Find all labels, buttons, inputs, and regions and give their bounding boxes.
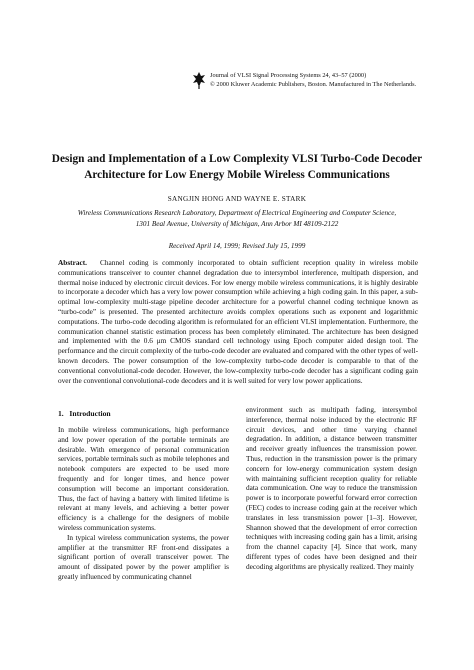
left-paragraph-1: In mobile wireless communications, high performance and low power operation of the portable terminals are desirable. With emergence of personal communication services, portable terminals such as mobile telephones and notebook computers are expected to be used more frequently and for longer times, and hence power consumption will become an important consideration. Thus, the fact of having a battery with limited lifetime is relevant at many levels, and achieving a better power efficiency is a challenge for the designers of mobile wireless communication systems.	[58, 425, 229, 532]
copyright-line: © 2000 Kluwer Academic Publishers, Boston. Manufactured in The Netherlands.	[210, 81, 417, 88]
section-heading: 1. Introduction	[58, 409, 111, 418]
abstract	[58, 258, 418, 385]
affiliation-line-2: 1301 Beal Avenue, University of Michigan, Ann Arbor MI 48109-2122	[135, 219, 339, 228]
right-column	[246, 405, 417, 572]
received-dates: Received April 14, 1999; Revised July 15, 1999	[168, 242, 306, 250]
journal-citation: Journal of VLSI Signal Processing Systems 24, 43–57 (2000)	[210, 72, 367, 79]
authors: SANGJIN HONG AND WAYNE E. STARK	[167, 195, 307, 203]
journal-header	[192, 71, 454, 89]
left-column	[58, 425, 229, 582]
left-paragraph-2: In typical wireless communication systems, the power amplifier at the transmitter RF front-end dissipates a significant portion of overall transceiver power. The amount of dissipated power by the power amplifier is greatly influenced by communicating channel	[58, 532, 229, 581]
affiliation	[40, 208, 434, 229]
abstract-text: Channel coding is commonly incorporated to obtain sufficient reception quality in wireless mobile communications transceiver to counter channel degradation due to intersymbol interference, multipath dispersion, and thermal noise induced by electronic circuit devices. For low energy mobile wireless communications, it is highly desirable to incorporate a decoder which has a very low power consumption while achieving a high coding gain. In this paper, a sub-optimal low-complexity multi-stage pipeline decoder architecture for a powerful channel coding technique known as “turbo-code” is presented. The presented architecture avoids complex operations such as exponent and logarithmic computations. The turbo-code decoding algorithm is reformulated for an efficient VLSI implementation. Furthermore, the communication channel statistic estimation process has been completely eliminated. The architecture has been designed and implemented with the 0.6 μm CMOS standard cell technology using Epoch computer aided design tool. The performance and the circuit complexity of the turbo-code decoder are evaluated and compared with the other types of well-known decoders. The power consumption of the low-complexity turbo-code decoder is comparable to that of the conventional convolutional-code decoder. However, the low-complexity turbo-code decoder has a significant coding gain over the conventional convolutional-code decoders and it is well suited for very low power applications.	[58, 258, 418, 385]
publisher-logo	[192, 71, 206, 89]
right-paragraph-1: environment such as multipath fading, intersymbol interference, thermal noise induced by the electronic RF circuit devices, and other time varying channel degradation. In addition, a distance between transmitter and receiver greatly influences the transmission power. Thus, reduction in the transmission power is the primary concern for low-energy communication system design with maintaining sufficient reception quality for reliable data communication. One way to reduce the transmission power is to incorporate powerful forward error correction (FEC) codes to increase coding gain at the receiver which translates in less transmission power [1–3]. However, Shannon showed that the development of error correction techniques with increasing coding gain has a limit, arising from the channel capacity [4]. Since that work, many different types of codes have been designed and their decoding algorithms are physically realized. They mainly	[246, 405, 417, 571]
abstract-label: Abstract.	[58, 258, 87, 267]
affiliation-line-1: Wireless Communications Research Laboratory, Department of Electrical Engineering and Computer Science,	[77, 209, 397, 217]
paper-title: Design and Implementation of a Low Complexity VLSI Turbo-Code Decoder Architecture for Low Energy Mobile Wireless Communications	[51, 153, 423, 181]
